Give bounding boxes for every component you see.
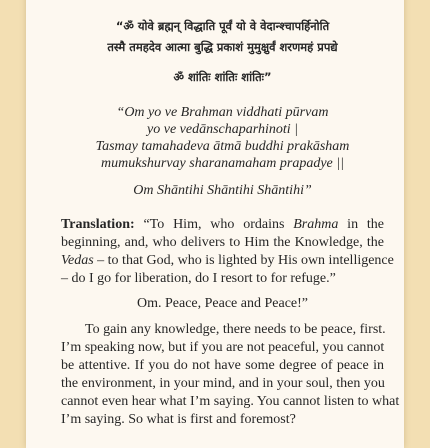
transliteration-line-1: “Om yo ve Brahman viddhati pūrvam xyxy=(116,105,329,120)
paragraph-line-4: the environment, in your mind, and in your soul, then you xyxy=(61,376,385,391)
transliteration-line-3: Tasmay tamahadeva ātmā buddhi prakāsham xyxy=(95,139,350,154)
paragraph-line-2: I’m speaking now, but if you are not peaceful, you cannot xyxy=(61,340,385,355)
transliteration-line-4: mumukshurvay sharanamaham prapadye || xyxy=(101,156,344,171)
sanskrit-line-2: तस्मै तमहदेव आत्मा बुद्धि प्रकाशं मुमुक्षुर्वं शरणमहं प्रपद्ये xyxy=(107,40,338,54)
translation-label: Translation: xyxy=(61,217,135,232)
sanskrit-line-1: “ॐ योवे ब्रह्मन् विद्धाति पूर्वं यो वे वेदान्श्चापर्हिनोति xyxy=(115,19,330,33)
translation-vedas: Vedas xyxy=(61,253,94,268)
translation-l3-rest: – to that God, who is lighted by His own intelligence xyxy=(93,253,394,268)
transliteration-line-5: Om Shāntihi Shāntihi Shāntihi” xyxy=(133,183,312,198)
paragraph-line-6: I’m saying. So what is first and foremost? xyxy=(61,412,296,427)
paragraph-line-1 xyxy=(61,321,384,339)
sanskrit-line-3: ॐ शांतिः शांतिः शांतिः” xyxy=(173,70,272,84)
paragraph-l1: To gain any knowledge, there needs to be peace, first. xyxy=(85,322,386,337)
translation-line-1 xyxy=(61,216,384,234)
book-page xyxy=(26,0,404,448)
translation-l1-end: in the xyxy=(338,217,384,232)
translation-l1-rest: “To Him, who ordains xyxy=(134,217,294,232)
translation-line-3 xyxy=(61,252,394,270)
transliteration-line-2: yo ve vedānschaparhinoti | xyxy=(147,122,298,137)
paragraph-line-3: be attentive. If you do not have some degree of peace in xyxy=(61,358,384,373)
translation-line-4: – do I go for liberation, do I resort to for refuge.” xyxy=(61,271,336,286)
peace-line: Om. Peace, Peace and Peace!” xyxy=(136,296,308,311)
translation-brahma: Brahma xyxy=(293,217,339,232)
translation-line-2: beginning, and, who delivers to Him the Knowledge, the xyxy=(61,235,384,250)
paragraph-line-5: cannot even hear what I’m saying. You cannot listen to what xyxy=(61,394,400,409)
